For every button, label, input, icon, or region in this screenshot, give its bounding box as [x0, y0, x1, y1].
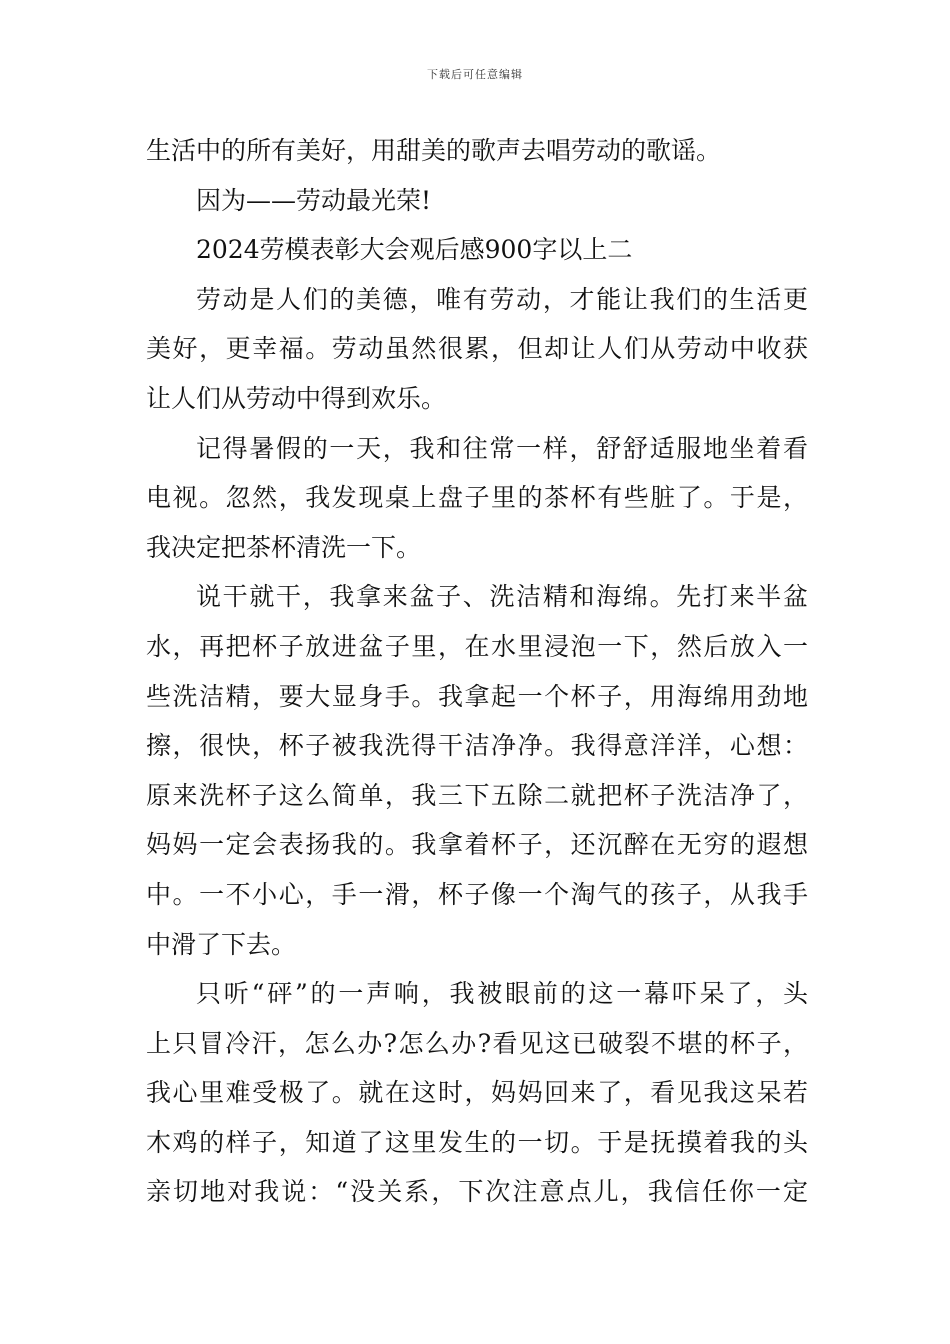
text-line: 擦，很快，杯子被我洗得干洁净净。我得意洋洋，心想： [146, 731, 808, 761]
text-line: 中滑了下去。 [146, 929, 297, 959]
text-line: 我决定把茶杯清洗一下。 [146, 532, 422, 562]
text-line: 只听“砰”的一声响，我被眼前的这一幕吓呆了，头 [196, 979, 808, 1009]
text-line: 记得暑假的一天，我和往常一样，舒舒适服地坐着看 [196, 433, 808, 463]
text-line: 劳动是人们的美德，唯有劳动，才能让我们的生活更 [196, 284, 808, 314]
text-line: 妈妈一定会表扬我的。我拿着杯子，还沉醉在无穷的遐想 [146, 830, 808, 860]
text-line: 水，再把杯子放进盆子里，在水里浸泡一下，然后放入一 [146, 631, 808, 661]
text-line: 些洗洁精，要大显身手。我拿起一个杯子，用海绵用劲地 [146, 681, 808, 711]
text-line: 让人们从劳动中得到欢乐。 [146, 383, 447, 413]
text-line: 说干就干，我拿来盆子、洗洁精和海绵。先打来半盆 [196, 582, 808, 612]
text-line: 中。一不小心，手一滑，杯子像一个淘气的孩子，从我手 [146, 879, 808, 909]
text-line: 生活中的所有美好，用甜美的歌声去唱劳动的歌谣。 [146, 136, 722, 165]
text-line: 我心里难受极了。就在这时，妈妈回来了，看见我这呆若 [146, 1078, 808, 1108]
page-header: 下载后可任意编辑 [427, 68, 523, 81]
text-line: 美好，更幸福。劳动虽然很累，但却让人们从劳动中收获 [146, 334, 808, 364]
text-line: 因为——劳动最光荣! [196, 185, 432, 215]
text-line: 木鸡的样子，知道了这里发生的一切。于是抚摸着我的头 [146, 1127, 808, 1157]
body-text [146, 126, 808, 1217]
text-line: 亲切地对我说：“没关系，下次注意点儿，我信任你一定 [146, 1177, 808, 1207]
text-line: 电视。忽然，我发现桌上盘子里的茶杯有些脏了。于是， [146, 483, 808, 513]
text-line: 原来洗杯子这么简单，我三下五除二就把杯子洗洁净了， [146, 780, 808, 810]
text-line: 上只冒冷汗，怎么办?怎么办?看见这已破裂不堪的杯子， [146, 1028, 808, 1058]
section-title: 2024劳模表彰大会观后感900字以上二 [196, 235, 633, 265]
